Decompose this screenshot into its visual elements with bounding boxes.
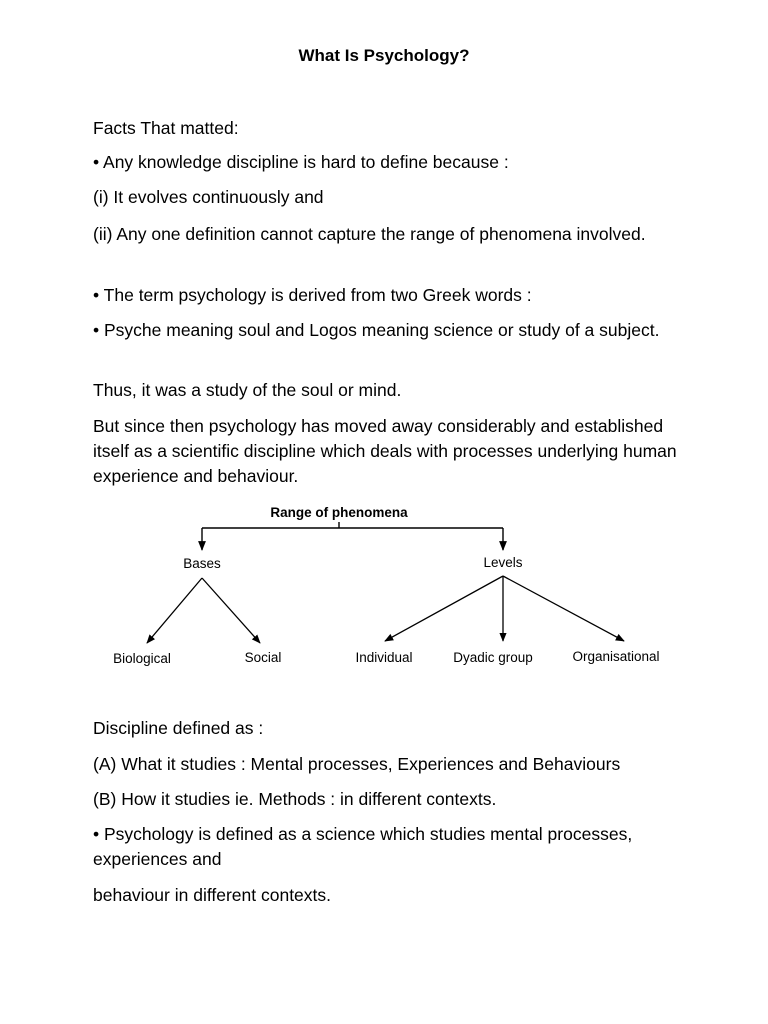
arrow-levels-organisational: [503, 576, 624, 641]
bullet-psyche-logos: • Psyche meaning soul and Logos meaning science or study of a subject.: [93, 320, 660, 340]
leaf-dyadic-group: Dyadic group: [453, 650, 533, 665]
bullet-greek-words: • The term psychology is derived from two Greek words :: [93, 285, 532, 305]
leaf-individual: Individual: [355, 650, 413, 665]
facts-heading: Facts That matted:: [93, 118, 239, 138]
line-study-of-soul: Thus, it was a study of the soul or mind.: [93, 380, 402, 400]
range-of-phenomena-diagram: [90, 498, 680, 678]
leaf-social: Social: [244, 650, 282, 665]
leaf-biological: Biological: [113, 651, 171, 666]
page-title: What Is Psychology?: [298, 46, 470, 65]
node-levels: Levels: [483, 555, 523, 570]
bullet-knowledge-discipline: • Any knowledge discipline is hard to define because :: [93, 152, 509, 172]
arrow-levels-individual: [385, 576, 503, 641]
point-how-it-studies: (B) How it studies ie. Methods : in different contexts.: [93, 789, 497, 809]
discipline-heading: Discipline defined as :: [93, 718, 264, 738]
point-what-it-studies: (A) What it studies : Mental processes, Experiences and Behaviours: [93, 754, 621, 774]
leaf-organisational: Organisational: [572, 649, 660, 664]
point-definition: (ii) Any one definition cannot capture the range of phenomena involved.: [93, 224, 646, 244]
line-scientific-discipline: But since then psychology has moved away considerably and established itself as a scientific discipline which deals with processes underlying human experience and behaviour.: [93, 416, 677, 486]
bullet-definition: • Psychology is defined as a science which studies mental processes, experiences and: [93, 824, 633, 869]
arrow-bases-biological: [147, 578, 202, 643]
definition-continuation: behaviour in different contexts.: [93, 885, 332, 905]
bracket-connector: [202, 522, 503, 550]
arrow-bases-social: [202, 578, 260, 643]
diagram-title: Range of phenomena: [270, 505, 408, 520]
point-evolves: (i) It evolves continuously and: [93, 187, 324, 207]
node-bases: Bases: [183, 556, 221, 571]
